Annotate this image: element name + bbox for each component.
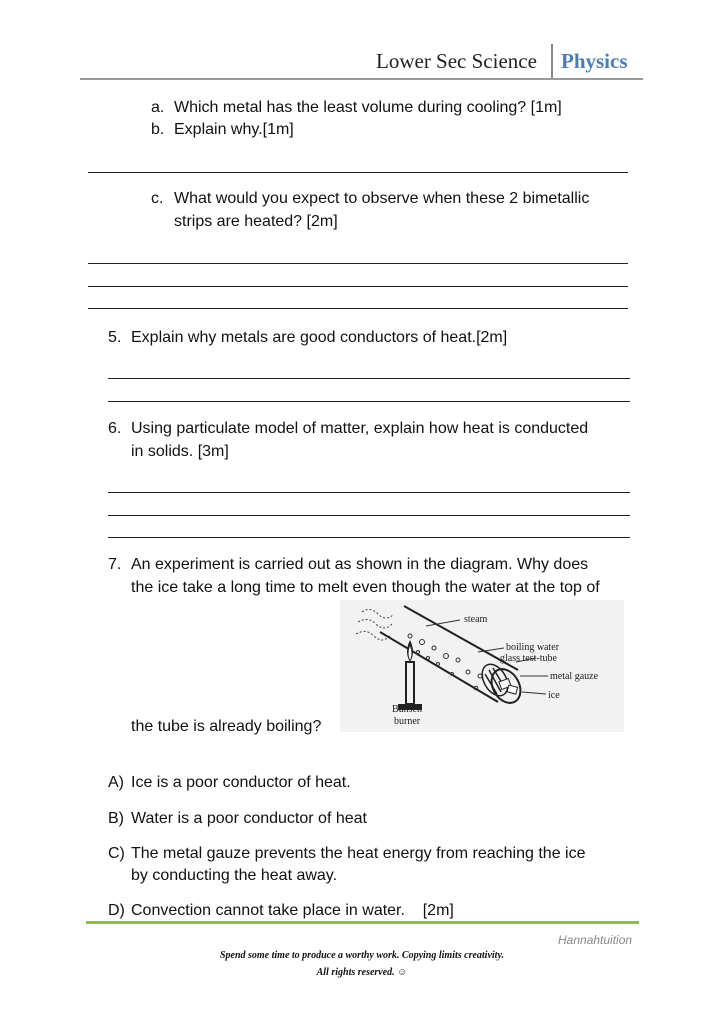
header-subject: Lower Sec Science	[376, 49, 537, 73]
q5-number: 5.	[108, 329, 122, 346]
q6-number: 6.	[108, 420, 122, 437]
label-test-tube: glass test-tube	[500, 653, 557, 664]
option-b-text: Water is a poor conductor of heat	[131, 810, 367, 827]
header-topic: Physics	[561, 49, 628, 73]
answer-line[interactable]	[88, 172, 628, 173]
option-a-text: Ice is a poor conductor of heat.	[131, 774, 351, 791]
answer-line[interactable]	[108, 537, 630, 538]
header-rule	[80, 78, 643, 80]
option-b-letter: B)	[108, 810, 124, 827]
label-metal-gauze: metal gauze	[550, 671, 599, 682]
q7-number: 7.	[108, 556, 122, 573]
q6-line2: in solids. [3m]	[131, 443, 229, 460]
option-d-text: Convection cannot take place in water. [2m]	[131, 902, 454, 919]
q4c-marker: c.	[151, 190, 164, 207]
footer-rule	[86, 921, 639, 924]
header-divider	[551, 44, 553, 78]
q4a-marker: a.	[151, 99, 165, 116]
answer-line[interactable]	[108, 401, 630, 402]
option-c-letter: C)	[108, 845, 125, 862]
answer-line[interactable]	[88, 286, 628, 287]
q7-line2: the ice take a long time to melt even though the water at the top of	[131, 579, 600, 596]
label-boiling-water: boiling water	[506, 642, 560, 653]
q4a-text: Which metal has the least volume during cooling? [1m]	[174, 99, 562, 116]
label-burner: burner	[394, 716, 421, 727]
answer-line[interactable]	[108, 515, 630, 516]
q7-line1: An experiment is carried out as shown in the diagram. Why does	[131, 556, 589, 573]
q7-line3: the tube is already boiling?	[131, 718, 322, 735]
q4c-line1: What would you expect to observe when these 2 bimetallic	[174, 190, 590, 207]
q4b-text: Explain why.[1m]	[174, 121, 294, 138]
option-a-letter: A)	[108, 774, 124, 791]
answer-line[interactable]	[108, 378, 630, 379]
footer-rights: All rights reserved. ☺	[316, 967, 408, 978]
label-ice: ice	[548, 690, 560, 701]
footer-brand: Hannahtuition	[558, 933, 633, 947]
label-bunsen: Bunsen	[392, 704, 422, 715]
footer-note: Spend some time to produce a worthy work. Copying limits creativity.	[219, 950, 505, 961]
answer-line[interactable]	[88, 263, 628, 264]
q4b-marker: b.	[151, 121, 165, 138]
test-tube-diagram	[340, 600, 624, 732]
experiment-diagram	[340, 600, 624, 732]
option-c-line2: by conducting the heat away.	[131, 867, 338, 884]
label-steam: steam	[464, 614, 488, 625]
q5-text: Explain why metals are good conductors of heat.[2m]	[131, 329, 508, 346]
q4c-line2: strips are heated? [2m]	[174, 213, 338, 230]
q6-line1: Using particulate model of matter, explain how heat is conducted	[131, 420, 589, 437]
option-d-letter: D)	[108, 902, 125, 919]
option-c-line1: The metal gauze prevents the heat energy from reaching the ice	[131, 845, 586, 862]
answer-line[interactable]	[88, 308, 628, 309]
answer-line[interactable]	[108, 492, 630, 493]
